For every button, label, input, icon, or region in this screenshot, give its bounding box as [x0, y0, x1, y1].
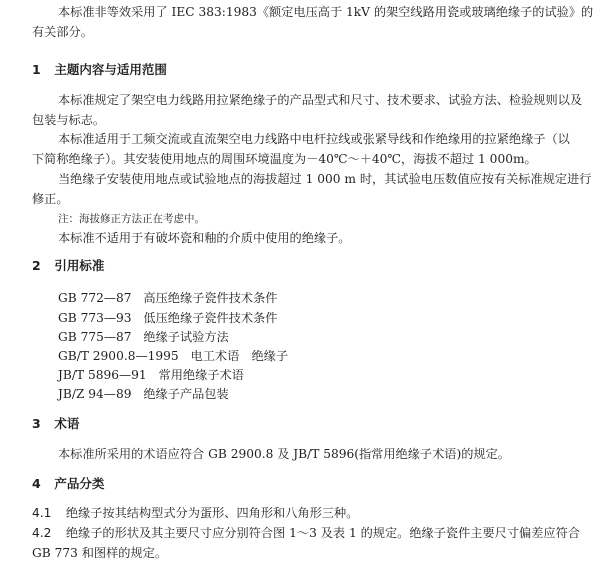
reference-code: GB 772—87	[58, 291, 132, 305]
subsection-4-2-number: 4.2	[32, 526, 52, 540]
reference-code: JB/T 5896—91	[58, 368, 147, 382]
section-1-para-1-line-1: 本标准规定了架空电力线路用拉紧绝缘子的产品型式和尺寸、技术要求、试验方法、检验规则以及	[58, 93, 583, 107]
section-1-title: 主题内容与适用范围	[54, 62, 167, 77]
subsection-4-1-text: 绝缘子按其结构型式分为蛋形、四角形和八角形三种。	[65, 506, 359, 520]
section-2-title: 引用标准	[54, 258, 105, 273]
section-3-title: 术语	[54, 416, 80, 431]
reference-item	[58, 329, 229, 345]
subsection-4-1	[32, 505, 358, 521]
section-1-para-4: 本标准不适用于有破坏瓷和釉的介质中使用的绝缘子。	[58, 231, 351, 245]
reference-title: 绝缘子试验方法	[143, 330, 229, 344]
subsection-4-2	[32, 525, 580, 541]
reference-title: 绝缘子产品包装	[143, 387, 229, 401]
section-1-para-3-line-2: 修正。	[32, 192, 69, 206]
section-1-para-3-line-1: 当绝缘子安装使用地点或试验地点的海拔超过 1 000 m 时，其试验电压数值应按有关标准规定进行	[58, 172, 592, 186]
section-1-number: 1	[32, 62, 41, 77]
reference-code: GB 773—93	[58, 311, 132, 325]
section-4-title: 产品分类	[54, 476, 105, 491]
preface-line-2: 有关部分。	[32, 25, 93, 39]
section-1-note: 注：海拔修正方法正在考虑中。	[58, 213, 205, 225]
reference-item	[58, 367, 244, 383]
section-3-number: 3	[32, 416, 41, 431]
section-1-para-2-line-1: 本标准适用于工频交流或直流架空电力线路中电杆拉线或张紧导线和作绝缘用的拉紧绝缘子（以	[58, 132, 570, 146]
section-2-heading	[32, 258, 104, 274]
section-1-para-2-line-2: 下简称绝缘子）。其安装使用地点的周围环境温度为－40℃～＋40℃，海拔不超过 1 000m。	[32, 152, 537, 166]
reference-title: 高压绝缘子瓷件技术条件	[143, 291, 278, 305]
section-4-number: 4	[32, 476, 41, 491]
reference-code: GB 775—87	[58, 330, 132, 344]
reference-code: GB/T 2900.8—1995	[58, 349, 179, 363]
section-3-para-1: 本标准所采用的术语应符合 GB 2900.8 及 JB/T 5896(指常用绝缘子术语)的规定。	[58, 447, 510, 461]
section-1-heading	[32, 62, 167, 78]
reference-item	[58, 386, 229, 402]
section-4-heading	[32, 476, 104, 492]
section-2-number: 2	[32, 258, 41, 273]
reference-title: 电工术语 绝缘子	[190, 349, 289, 363]
reference-title: 常用绝缘子术语	[158, 368, 244, 382]
preface-line-1: 本标准非等效采用了 IEC 383:1983《额定电压高于 1kV 的架空线路用瓷或玻璃绝缘子的试验》的	[58, 5, 594, 19]
section-1-para-1-line-2: 包装与标志。	[32, 113, 106, 127]
reference-item	[58, 290, 277, 306]
reference-code: JB/Z 94—89	[58, 387, 132, 401]
subsection-4-2-text: 绝缘子的形状及其主要尺寸应分别符合图 1～3 及表 1 的规定。绝缘子瓷件主要尺寸偏差应符合	[65, 526, 580, 540]
reference-item	[58, 348, 288, 364]
subsection-4-2-line-2: GB 773 和图样的规定。	[32, 546, 168, 560]
subsection-4-1-number: 4.1	[32, 506, 52, 520]
reference-title: 低压绝缘子瓷件技术条件	[143, 311, 278, 325]
section-3-heading	[32, 416, 79, 432]
reference-item	[58, 310, 277, 326]
